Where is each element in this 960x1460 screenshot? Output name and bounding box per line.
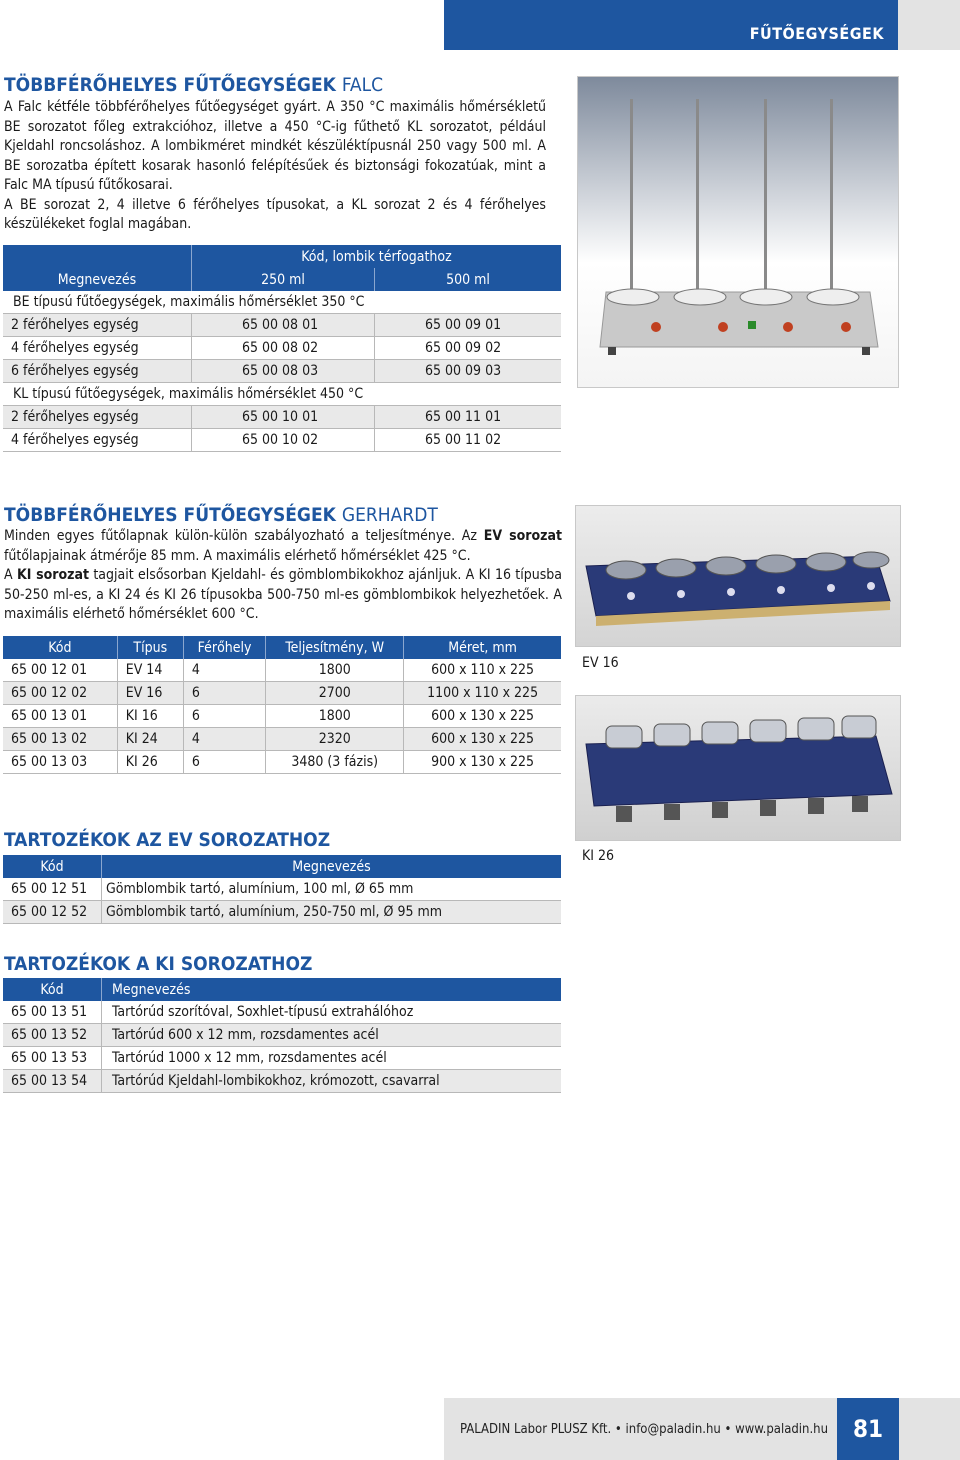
header-500: 500 ml (375, 268, 562, 291)
table-row: 2 férőhelyes egység 65 00 10 01 65 00 11 01 (3, 406, 561, 429)
table-row: 65 00 13 51 Tartórúd szorítóval, Soxhlet-típusú extrahálóhoz (3, 1001, 561, 1024)
table-row: 6 férőhelyes egység 65 00 08 03 65 00 09 03 (3, 360, 561, 383)
table-row: 65 00 12 52 Gömblombik tartó, alumínium, 250-750 ml, Ø 95 mm (3, 901, 561, 924)
table-row: 65 00 13 02 KI 24 4 2320 600 x 130 x 225 (3, 728, 561, 751)
ev16-illustration (576, 506, 900, 646)
table-row: 65 00 12 51 Gömblombik tartó, alumínium, 100 ml, Ø 65 mm (3, 878, 561, 901)
gerhardt-description: Minden egyes fűtőlapnak külön-külön szabályozható a teljesítménye. Az EV sorozat fűtőlapjainak átmérője 85 mm. A maximális elérhető hőmérséklet 425 °C. A KI sorozat tagjait elsősorban Kjeldahl- és gömblombikokhoz ajánljuk. A KI 16 típusba 50-250 ml-es, a KI 24 és KI 26 típusokba 500-750 ml-es gömblombikok helyezhetőek. A maximális elérhető hőmérséklet 600 °C. (4, 528, 563, 622)
page-number: 81 (837, 1398, 899, 1460)
table-row: 4 férőhelyes egység 65 00 10 02 65 00 11 02 (3, 429, 561, 452)
header-250: 250 ml (192, 268, 375, 291)
table-row: 65 00 13 53 Tartórúd 1000 x 12 mm, rozsdamentes acél (3, 1047, 561, 1070)
table-row: 65 00 13 52 Tartórúd 600 x 12 mm, rozsdamentes acél (3, 1024, 561, 1047)
ki26-illustration (576, 696, 900, 840)
footer-accent (899, 1398, 960, 1460)
heater-illustration (578, 77, 898, 387)
footer-contact: PALADIN Labor PLUSZ Kft. • info@paladin.hu • www.paladin.hu (460, 1422, 828, 1437)
category-title: FŰTŐEGYSÉGEK (749, 24, 884, 43)
ev16-photo (575, 505, 901, 647)
table-row: 65 00 12 02 EV 16 6 2700 1100 x 110 x 225 (3, 682, 561, 705)
gerhardt-section-title: TÖBBFÉRŐHELYES FŰTŐEGYSÉGEK GERHARDT (4, 504, 438, 526)
table-row: 65 00 13 01 KI 16 6 1800 600 x 130 x 225 (3, 705, 561, 728)
acc-ev-table: Kód Megnevezés 65 00 12 51 Gömblombik tartó, alumínium, 100 ml, Ø 65 mm 65 00 12 52 Gömblombik tartó, alumínium, 250-750 ml, Ø 95 mm (3, 855, 561, 924)
section-kl: KL típusú fűtőegységek, maximális hőmérséklet 450 °C (3, 383, 561, 406)
table-row: 65 00 12 01 EV 14 4 1800 600 x 110 x 225 (3, 659, 561, 682)
acc-ki-title: TARTOZÉKOK A KI SOROZATHOZ (4, 953, 313, 975)
header-code-group: Kód, lombik térfogathoz (192, 245, 562, 268)
gerhardt-table: Kód Típus Férőhely Teljesítmény, W Méret, mm 65 00 12 01 EV 14 4 1800 600 x 110 x 225 65 00 12 02 EV 16 6 2700 1100 x 110 x 225 65 00 13 01 KI 16 6 1800 600 x 130 x 225 65 00 13 02 KI 24 4 2320 600 x 130 x 225 65 00 13 03 KI 26 6 3480 (3 fázis) 900 x 130 x 225 (3, 636, 561, 774)
section-be: BE típusú fűtőegységek, maximális hőmérséklet 350 °C (3, 291, 561, 314)
table-row: 4 férőhelyes egység 65 00 08 02 65 00 09 02 (3, 337, 561, 360)
table-row: 65 00 13 03 KI 26 6 3480 (3 fázis) 900 x 130 x 225 (3, 751, 561, 774)
acc-ki-table: Kód Megnevezés 65 00 13 51 Tartórúd szorítóval, Soxhlet-típusú extrahálóhoz 65 00 13 52 Tartórúd 600 x 12 mm, rozsdamentes acél 65 00 13 53 Tartórúd 1000 x 12 mm, rozsdamentes acél 65 00 13 54 Tartórúd Kjeldahl-lombikokhoz, krómozott, csavarral (3, 978, 561, 1093)
falc-section-title: TÖBBFÉRŐHELYES FŰTŐEGYSÉGEK FALC (4, 74, 384, 96)
header-name: Megnevezés (3, 268, 192, 291)
falc-description: A Falc kétféle többférőhelyes fűtőegységet gyárt. A 350 °C maximális hőmérsékletű BE sorozatot főleg extrakcióhoz, illetve a 450 °C-ig fűthető KL sorozatot, például Kjeldahl roncsoláshoz. A lombikméret mindkét készüléktípusnál 250 vagy 500 ml. A BE sorozatba épített kosarak hasonló felépítésűek és biztonsági fokozatúak, mint a Falc MA típusú fűtőkosarai. A BE sorozat 2, 4 illetve 6 férőhelyes típusokat, a KL sorozat 2 és 4 férőhelyes készülékeket foglal magában. (4, 99, 546, 232)
ki26-caption: KI 26 (582, 848, 614, 864)
ev16-caption: EV 16 (582, 655, 619, 671)
ki26-photo (575, 695, 901, 841)
falc-heater-photo (577, 76, 899, 388)
table-row: 65 00 13 54 Tartórúd Kjeldahl-lombikokhoz, krómozott, csavarral (3, 1070, 561, 1093)
header-accent (898, 0, 960, 50)
falc-table (3, 245, 561, 452)
table-row: 2 férőhelyes egység 65 00 08 01 65 00 09 01 (3, 314, 561, 337)
acc-ev-title: TARTOZÉKOK AZ EV SOROZATHOZ (4, 829, 331, 851)
